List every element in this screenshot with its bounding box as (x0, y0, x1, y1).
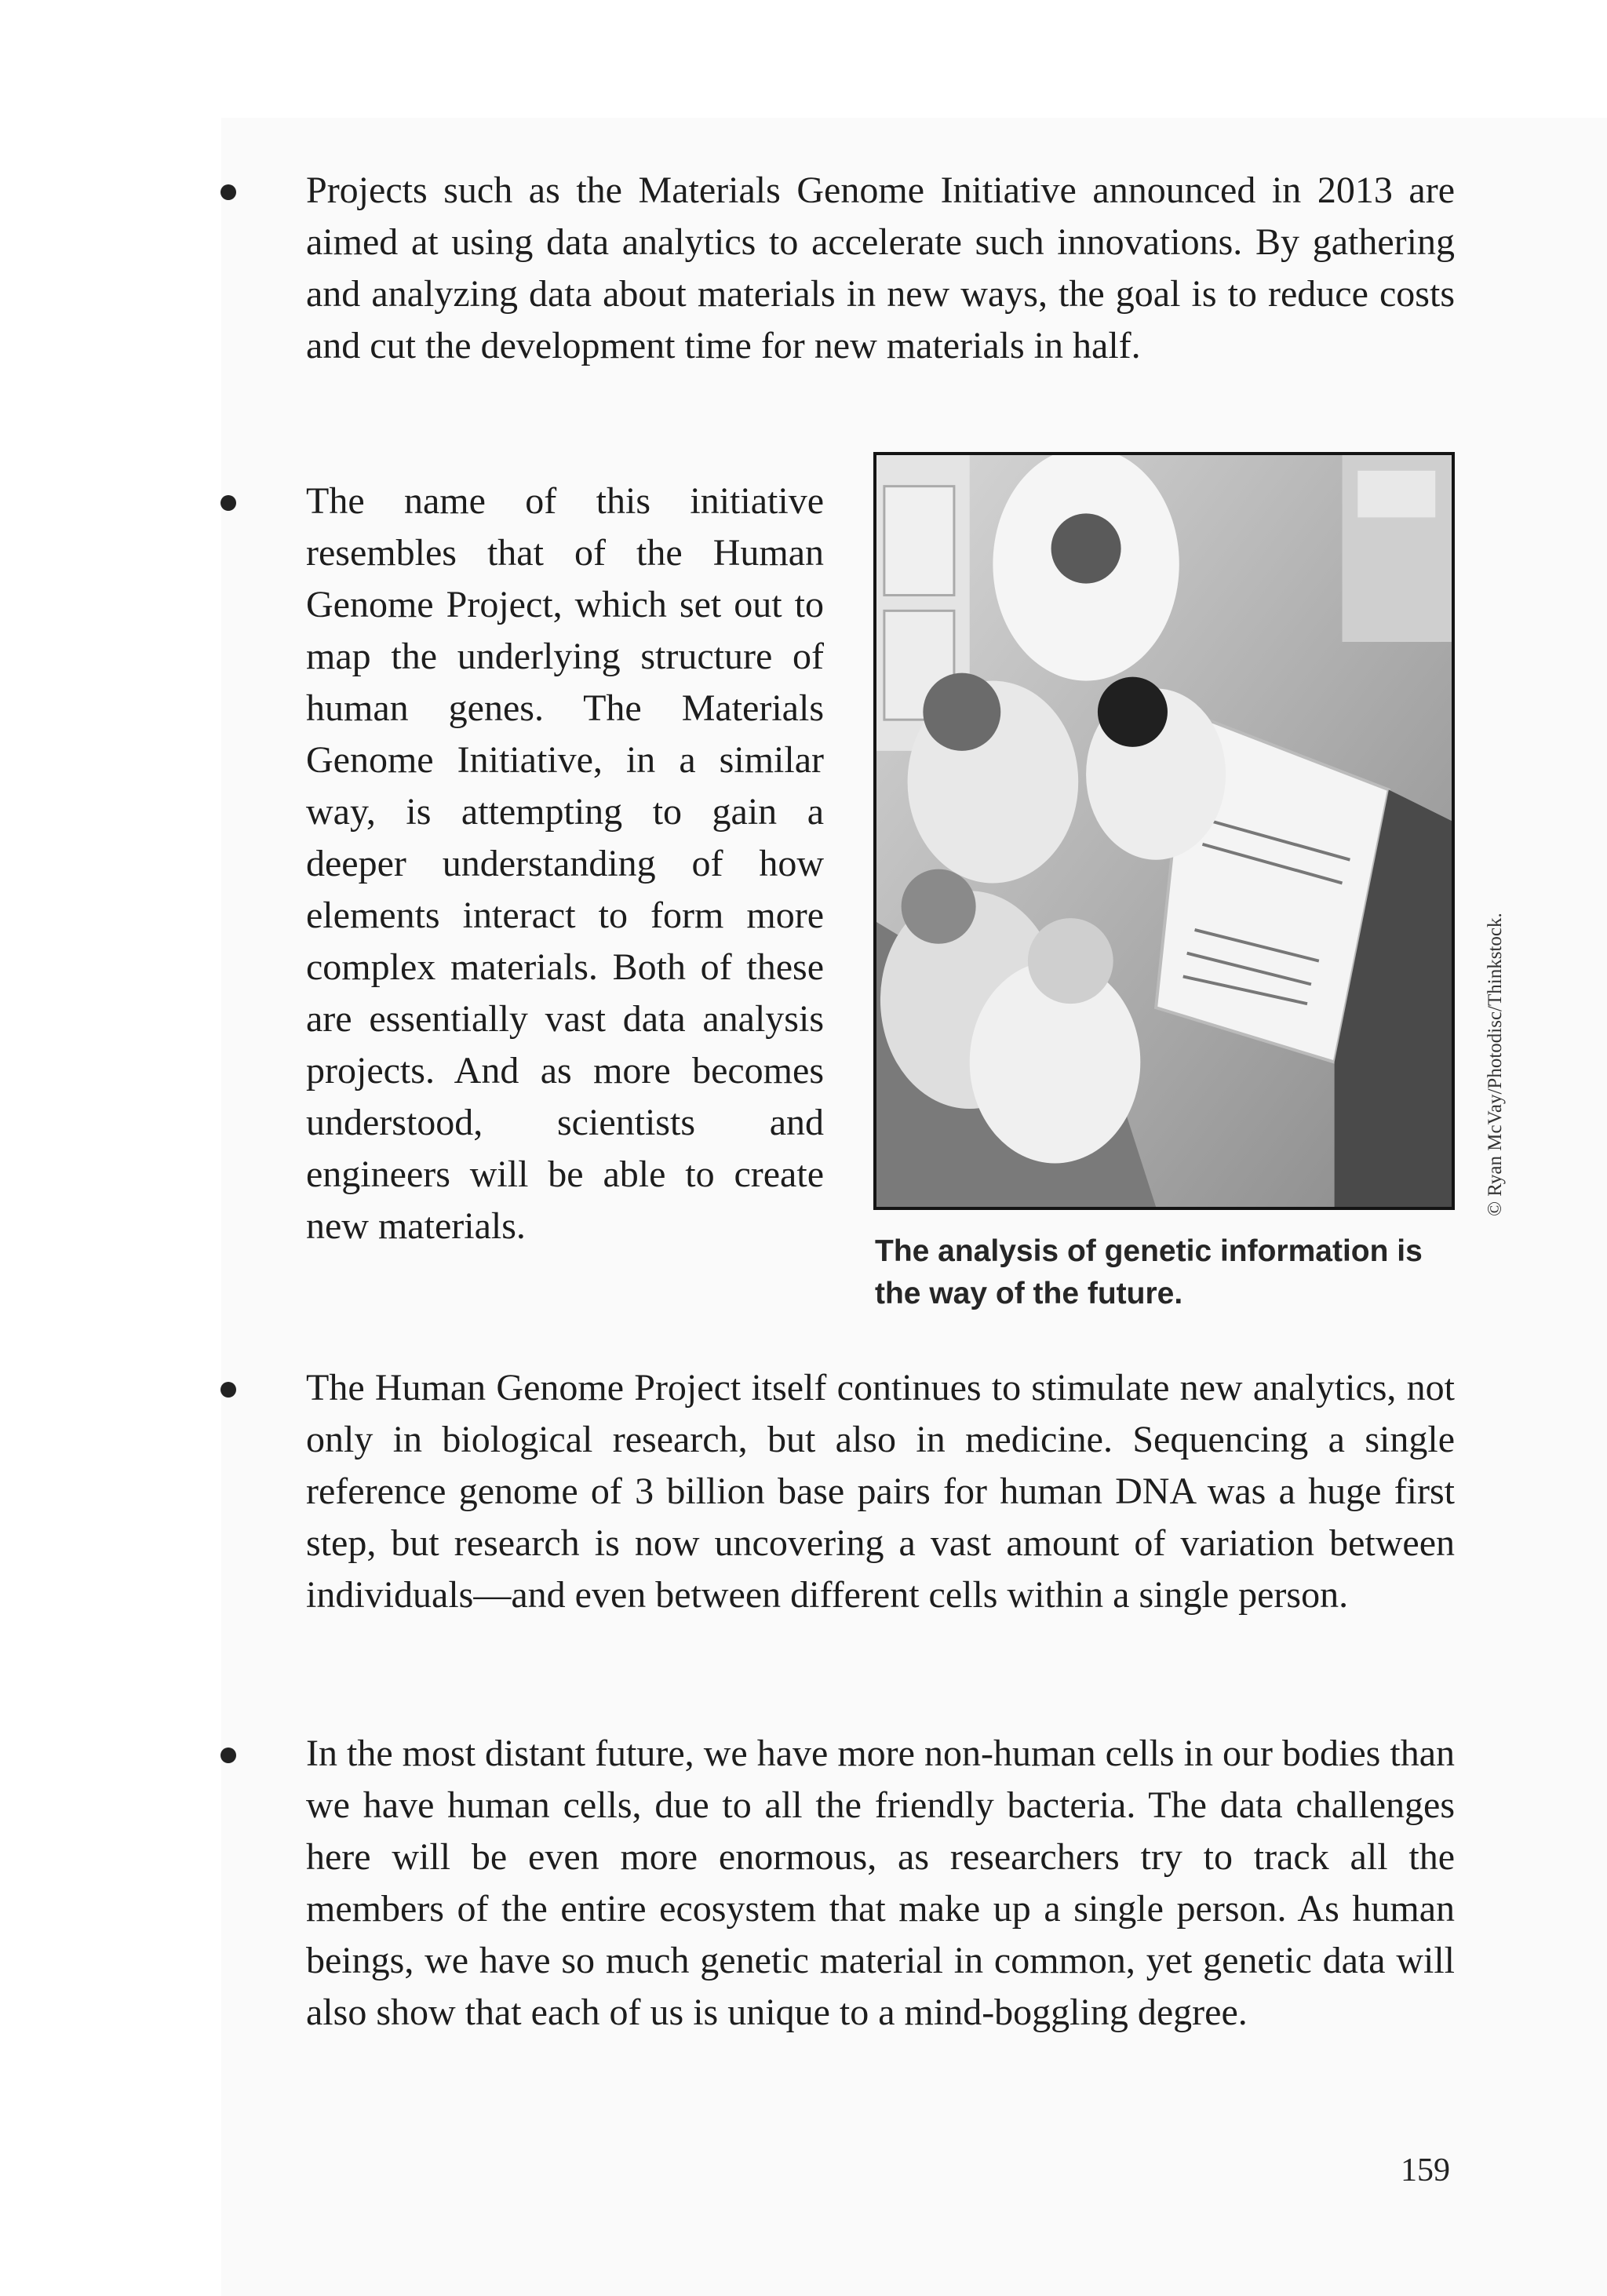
bullet-paragraph (306, 1728, 1455, 2039)
paragraph-text: The Human Genome Project itself continues to stimulate new analytics, not only in biological research, but also in medicine. Sequencing a single reference genome of 3 billion base pairs for human DNA was a huge first step, but research is now uncovering a vast amount of variation between individuals—and even between different cells within a single person. (306, 1367, 1455, 1616)
paragraph-text: Projects such as the Materials Genome Initiative announced in 2013 are aimed at using data analytics to accelerate such innovations. By gathering and analyzing data about materials in new ways, the goal is to reduce costs and cut the development time for new materials in half. (306, 169, 1455, 366)
page-number: 159 (1401, 2152, 1450, 2188)
bullet-marker (220, 1382, 236, 1398)
paragraph-text: In the most distant future, we have more non-human cells in our bodies than we have human cells, due to all the friendly bacteria. The data challenges here will be even more enormous, as researchers try to track all the members of the entire ecosystem that make up a single person. As human beings, we have so much genetic material in common, yet genetic data will also show that each of us is unique to a mind-boggling degree. (306, 1733, 1455, 2033)
bullet-marker (220, 184, 236, 200)
scientists-photo-image (876, 455, 1452, 1207)
bullet-marker (220, 1748, 236, 1763)
paragraph-text: The name of this initiative resembles that of the Human Genome Project, which set out to map the underlying structure of human genes. The Materials Genome Initiative, in a similar way, is attempting to gain a deeper understanding of how elements interact to form more complex materials. Both of these are essentially vast data analysis projects. And as more becomes understood, scientists and engineers will be able to create new materials. (306, 480, 824, 1247)
bullet-paragraph (306, 1362, 1455, 1621)
figure-caption: The analysis of genetic information is the way of the future. (875, 1234, 1423, 1310)
bullet-marker (220, 495, 236, 511)
photo-credit: © Ryan McVay/Photodisc/Thinkstock. (1485, 913, 1506, 1216)
bullet-paragraph (306, 476, 824, 1252)
bullet-paragraph (306, 165, 1455, 372)
lab-photo (873, 452, 1455, 1210)
